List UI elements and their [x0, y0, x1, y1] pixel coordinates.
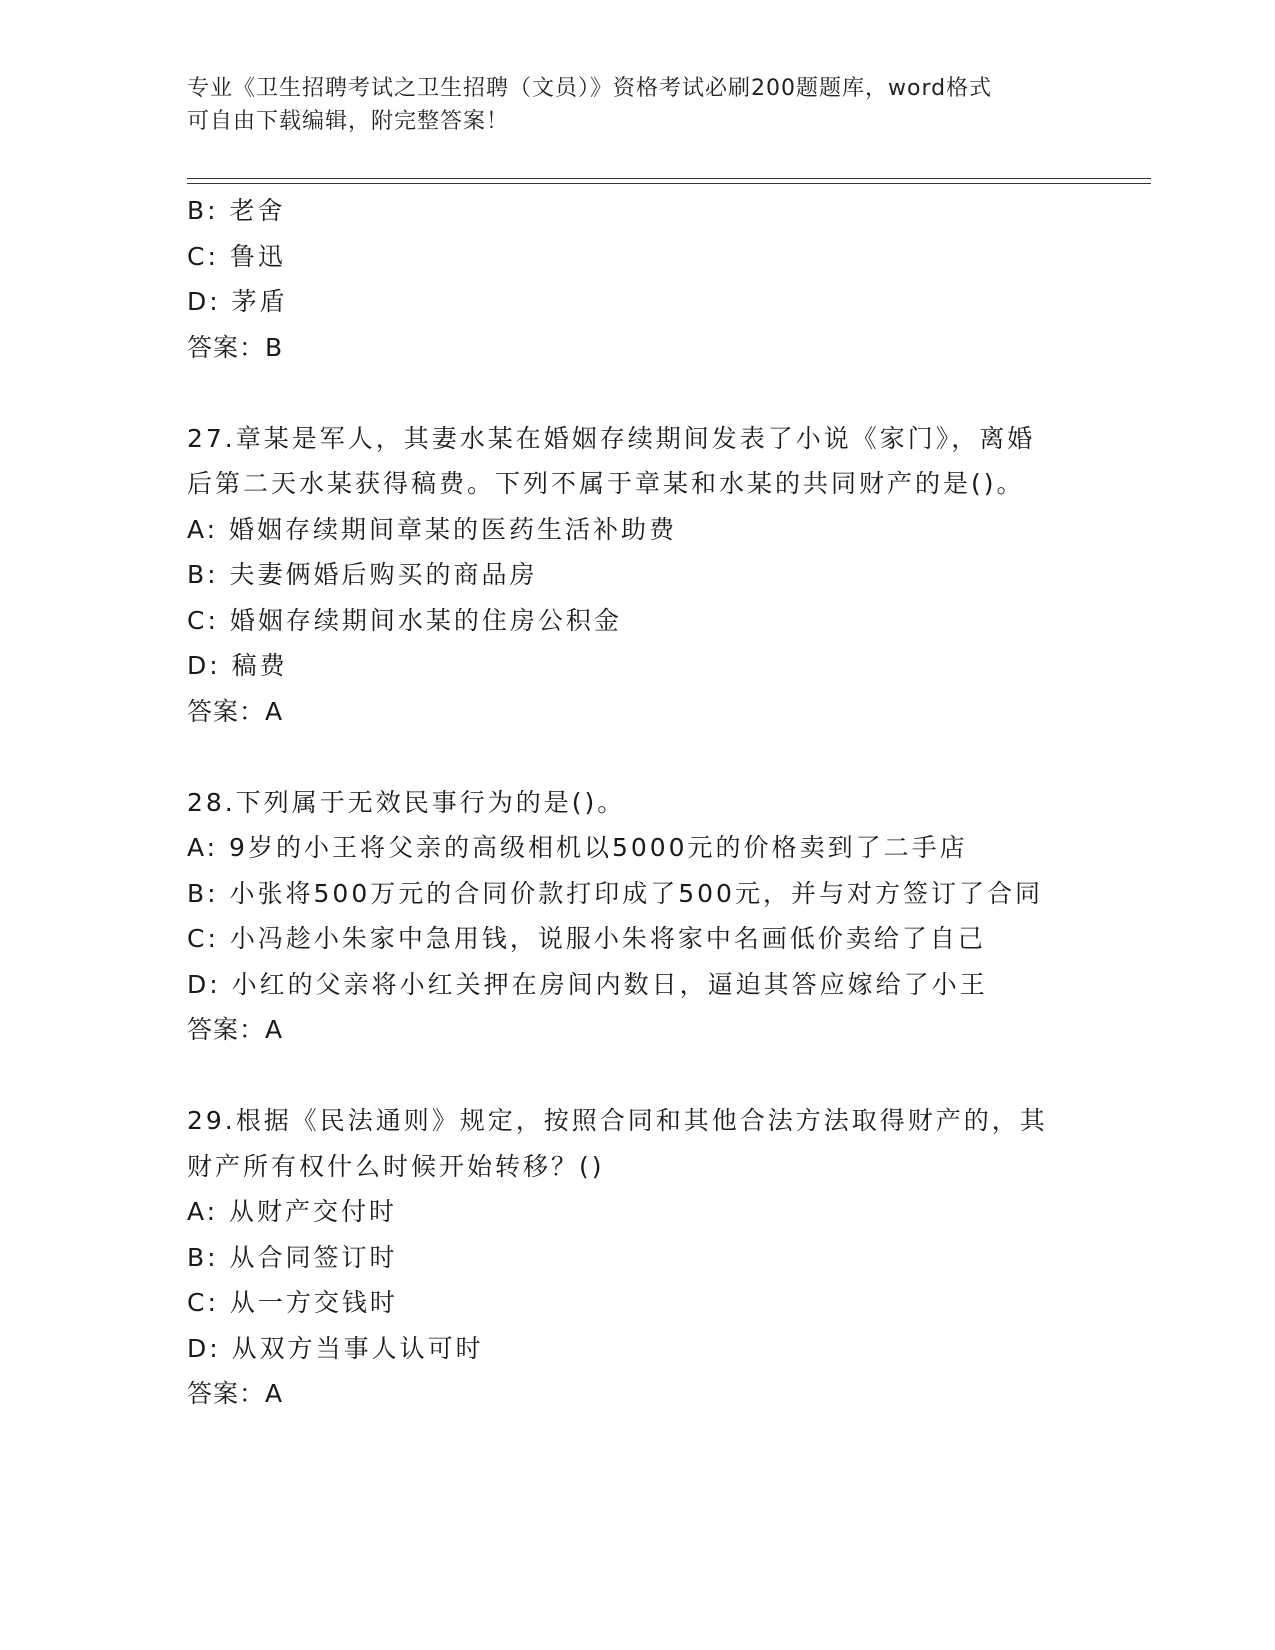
spacer	[187, 734, 1087, 780]
question-29	[187, 1098, 1087, 1417]
answer-line: 答案：A	[187, 1379, 284, 1408]
option-b: B: 老舍	[187, 196, 286, 225]
question-stem-continued: 财产所有权什么时候开始转移？()	[187, 1151, 605, 1181]
option-b: B: 夫妻俩婚后购买的商品房	[187, 560, 538, 589]
question-27	[187, 416, 1087, 735]
header-line-1: 专业《卫生招聘考试之卫生招聘（文员）》资格考试必刷200题题库，word格式	[187, 76, 993, 101]
option-b: B: 小张将500万元的合同价款打印成了500元，并与对方签订了合同	[187, 878, 1043, 908]
option-c: C: 婚姻存续期间水某的住房公积金	[187, 605, 622, 635]
question-28	[187, 780, 1087, 1053]
spacer	[187, 370, 1087, 416]
question-stem-continued: 后第二天水某获得稿费。下列不属于章某和水某的共同财产的是()。	[187, 469, 1025, 498]
option-d: D: 茅盾	[187, 287, 288, 316]
option-d: D: 小红的父亲将小红关押在房间内数日，逼迫其答应嫁给了小王	[187, 969, 988, 999]
option-a: A: 从财产交付时	[187, 1197, 398, 1226]
option-a: A: 9岁的小王将父亲的高级相机以5000元的价格卖到了二手店	[187, 833, 968, 862]
question-content	[187, 188, 1087, 1417]
option-d: D: 稿费	[187, 651, 288, 680]
question-stem: 29.根据《民法通则》规定，按照合同和其他合法方法取得财产的，其	[187, 1106, 1048, 1135]
document-header	[187, 72, 1067, 138]
header-line-2: 可自由下载编辑，附完整答案！	[187, 109, 510, 134]
option-b: B: 从合同签订时	[187, 1242, 398, 1272]
spacer	[187, 1053, 1087, 1099]
option-d: D: 从双方当事人认可时	[187, 1333, 484, 1363]
question-stem: 27.章某是军人，其妻水某在婚姻存续期间发表了小说《家门》，离婚	[187, 423, 1036, 453]
previous-question	[187, 188, 1087, 370]
answer-line: 答案：A	[187, 1015, 284, 1044]
option-c: C: 鲁迅	[187, 241, 286, 271]
option-c: C: 小冯趁小朱家中急用钱，说服小朱将家中名画低价卖给了自己	[187, 924, 986, 953]
header-divider-top	[187, 178, 1151, 179]
answer-line: 答案：B	[187, 332, 284, 362]
option-c: C: 从一方交钱时	[187, 1288, 398, 1317]
question-stem: 28.下列属于无效民事行为的是()。	[187, 787, 626, 817]
header-divider-bottom	[187, 183, 1151, 184]
option-a: A: 婚姻存续期间章某的医药生活补助费	[187, 514, 678, 544]
answer-line: 答案：A	[187, 696, 284, 726]
